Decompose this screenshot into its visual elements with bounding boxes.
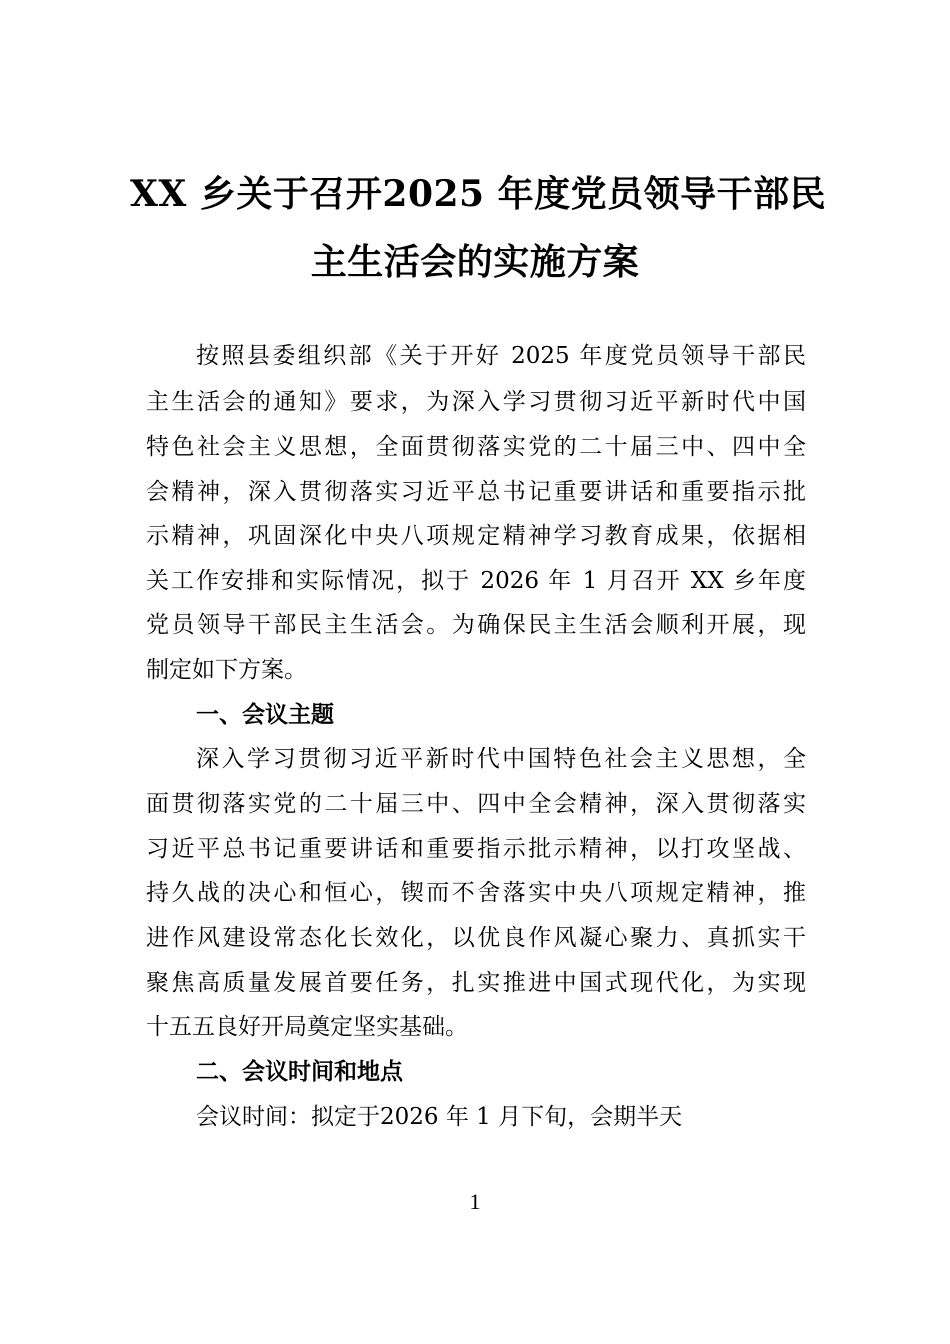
paragraph-line: 持久战的决心和恒心，锲而不舍落实中央八项规定精神，推 bbox=[146, 880, 806, 906]
paragraph-line: 制定如下方案。 bbox=[146, 657, 307, 683]
paragraph-line: 十五五良好开局奠定坚实基础。 bbox=[146, 1014, 468, 1040]
document-title-line-2: 主生活会的实施方案 bbox=[310, 241, 640, 283]
paragraph-line: 示精神，巩固深化中央八项规定精神学习教育成果，依据相 bbox=[146, 523, 806, 549]
paragraph-line: 主生活会的通知》要求，为深入学习贯彻习近平新时代中国 bbox=[146, 389, 806, 415]
section-heading-theme: 一、会议主题 bbox=[196, 702, 334, 728]
paragraph-line: 按照县委组织部《关于开好 2025 年度党员领导干部民 bbox=[196, 343, 806, 369]
paragraph-line: 会精神，深入贯彻落实习近平总书记重要讲话和重要指示批 bbox=[146, 479, 806, 505]
document-title-line-1: XX 乡关于召开2025 年度党员领导干部民 bbox=[130, 173, 827, 215]
paragraph-line: 面贯彻落实党的二十届三中、四中全会精神，深入贯彻落实 bbox=[146, 791, 806, 817]
paragraph-line: 特色社会主义思想，全面贯彻落实党的二十届三中、四中全 bbox=[146, 434, 806, 460]
paragraph-line: 党员领导干部民主生活会。为确保民主生活会顺利开展，现 bbox=[146, 612, 806, 638]
page-number: 1 bbox=[469, 1189, 481, 1214]
paragraph-line: 关工作安排和实际情况，拟于 2026 年 1 月召开 XX 乡年度 bbox=[146, 568, 806, 594]
paragraph-line: 进作风建设常态化长效化，以优良作风凝心聚力、真抓实干 bbox=[146, 925, 806, 951]
section-heading-time-place: 二、会议时间和地点 bbox=[196, 1059, 403, 1085]
paragraph-line: 深入学习贯彻习近平新时代中国特色社会主义思想，全 bbox=[196, 746, 806, 772]
paragraph-line: 习近平总书记重要讲话和重要指示批示精神，以打攻坚战、 bbox=[146, 836, 806, 862]
paragraph-line: 聚焦高质量发展首要任务，扎实推进中国式现代化，为实现 bbox=[146, 970, 806, 996]
meeting-time-line: 会议时间：拟定于2026 年 1 月下旬，会期半天 bbox=[196, 1104, 683, 1130]
